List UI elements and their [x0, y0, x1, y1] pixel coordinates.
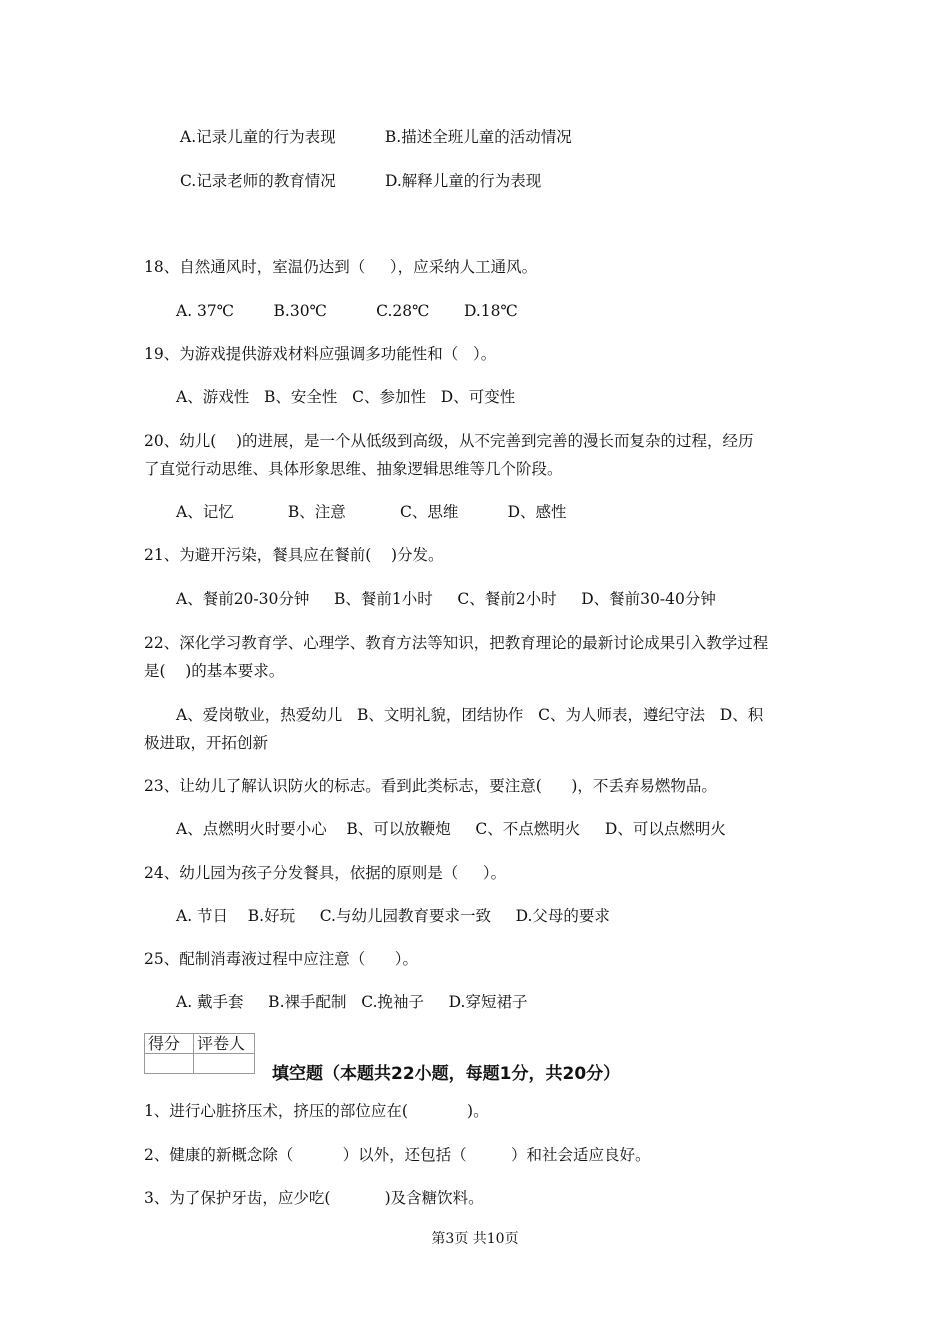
question-20-options: A、记忆 B、注意 C、思维 D、感性 — [176, 503, 567, 521]
fill-blank-2: 2、健康的新概念除（ ）以外，还包括（ ）和社会适应良好。 — [144, 1146, 651, 1164]
question-24-options: A. 节日 B.好玩 C.与幼儿园教育要求一致 D.父母的要求 — [176, 907, 610, 925]
score-box — [144, 1033, 255, 1074]
question-19-options: A、游戏性 B、安全性 C、参加性 D、可变性 — [176, 388, 516, 406]
question-19: 19、为游戏提供游戏材料应强调多功能性和（ ）。 — [144, 345, 497, 363]
question-20-line1: 20、幼儿( )的进展，是一个从低级到高级，从不完善到完善的漫长而复杂的过程，经历 — [144, 432, 754, 450]
question-20-line2: 了直觉行动思维、具体形象思维、抽象逻辑思维等几个阶段。 — [144, 460, 563, 478]
fill-blank-3: 3、为了保护牙齿，应少吃( )及含糖饮料。 — [144, 1189, 484, 1207]
question-22-options-line1: A、爱岗敬业，热爱幼儿 B、文明礼貌，团结协作 C、为人师表，遵纪守法 D、积 — [176, 706, 764, 724]
question-18: 18、自然通风时，室温仍达到（ ），应采纳人工通风。 — [144, 258, 538, 276]
question-18-options: A. 37℃ B.30℃ C.28℃ D.18℃ — [176, 302, 518, 320]
score-cell — [145, 1054, 194, 1074]
question-25-options: A. 戴手套 B.裸手配制 C.挽袖子 D.穿短裙子 — [176, 993, 528, 1011]
question-22-line2: 是( )的基本要求。 — [144, 662, 285, 680]
question-21-options: A、餐前20-30分钟 B、餐前1小时 C、餐前2小时 D、餐前30-40分钟 — [176, 590, 716, 608]
grader-cell — [194, 1054, 255, 1074]
q17-options-row2: C.记录老师的教育情况 D.解释儿童的行为表现 — [180, 172, 542, 190]
question-23: 23、让幼儿了解认识防火的标志。看到此类标志，要注意( )，不丢弃易燃物品。 — [144, 777, 717, 795]
question-22-line1: 22、深化学习教育学、心理学、教育方法等知识，把教育理论的最新讨论成果引入教学过程 — [144, 634, 769, 652]
q17-options-row1: A.记录儿童的行为表现 B.描述全班儿童的活动情况 — [180, 128, 572, 146]
question-21: 21、为避开污染，餐具应在餐前( )分发。 — [144, 546, 444, 564]
question-23-options: A、点燃明火时要小心 B、可以放鞭炮 C、不点燃明火 D、可以点燃明火 — [176, 820, 726, 838]
page-footer: 第3页 共10页 — [431, 1231, 519, 1247]
grader-label: 评卷人 — [194, 1034, 255, 1054]
fill-blank-1: 1、进行心脏挤压术，挤压的部位应在( )。 — [144, 1102, 489, 1120]
question-22-options-line2: 极进取，开拓创新 — [144, 734, 269, 752]
question-25: 25、配制消毒液过程中应注意（ ）。 — [144, 950, 419, 968]
score-label: 得分 — [145, 1034, 194, 1054]
question-24: 24、幼儿园为孩子分发餐具，依据的原则是（ ）。 — [144, 864, 507, 882]
section-title: 填空题（本题共22小题，每题1分，共20分） — [272, 1064, 621, 1084]
